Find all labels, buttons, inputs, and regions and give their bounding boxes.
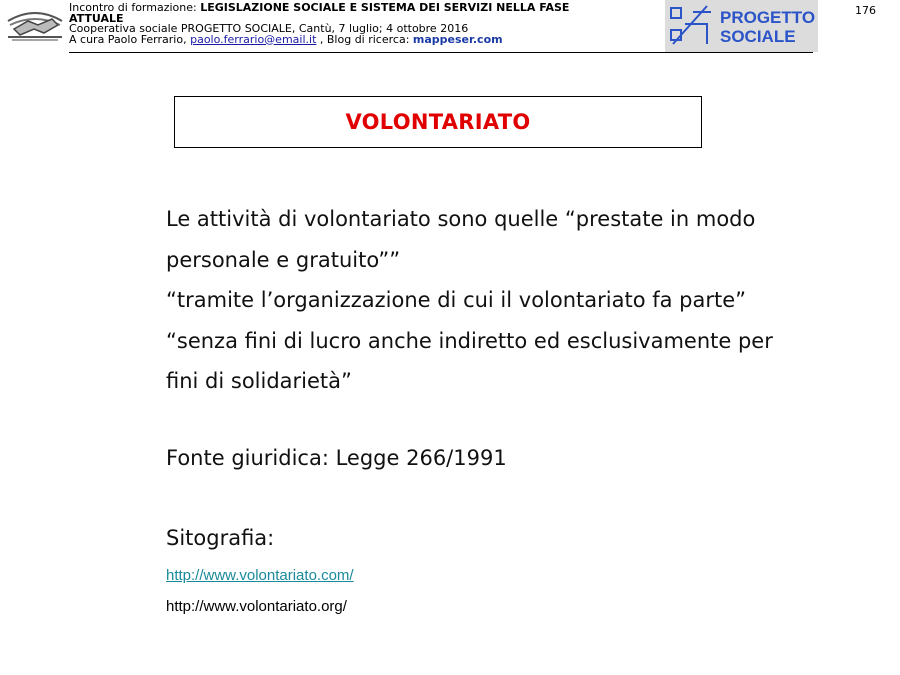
body-line: “senza fini di lucro anche indiretto ed esclusivamente per [166,328,773,353]
body-line: personale e gratuito”” [166,247,401,272]
logo-line2: SOCIALE [720,27,796,46]
body-paragraph [166,199,846,402]
body-line: Le attività di volontariato sono quelle “prestate in modo [166,207,756,231]
body-line: fini di solidarietà” [166,369,352,393]
header-line1-prefix: Incontro di formazione: [69,1,201,14]
legal-source: Fonte giuridica: Legge 266/1991 [166,446,507,470]
body-line: “tramite l’organizzazione di cui il volontariato fa parte” [166,288,747,312]
slide-title: VOLONTARIATO [345,110,531,134]
volontariato-org-link[interactable]: http://www.volontariato.org/ [166,598,347,615]
header-line4-prefix: A cura Paolo Ferrario, [69,32,191,46]
title-box [174,96,702,148]
header-info [69,3,649,45]
progetto-sociale-mark-icon [667,0,717,52]
progetto-sociale-wordmark [720,8,815,46]
volontariato-com-link[interactable]: http://www.volontariato.com/ [166,567,354,584]
page-number: 176 [855,4,876,17]
header-line4-mid: , Blog di ricerca: [316,32,413,46]
header-line1-bold: LEGISLAZIONE SOCIALE E SISTEMA DEI SERVIZI NELLA FASE [200,1,570,14]
logo-line1: PROGETTO [720,8,816,27]
sitography-label: Sitografia: [166,526,275,550]
email-link[interactable]: paolo.ferrario@email.it [190,32,317,46]
header-line2-bold: ATTUALE [69,11,124,25]
blog-link[interactable]: mappeser.com [412,32,503,46]
header-line3: Cooperativa sociale PROGETTO SOCIALE, Cantù, 7 luglio; 4 ottobre 2016 [69,22,469,35]
handshake-logo-icon [4,3,66,43]
header-divider [69,52,813,53]
